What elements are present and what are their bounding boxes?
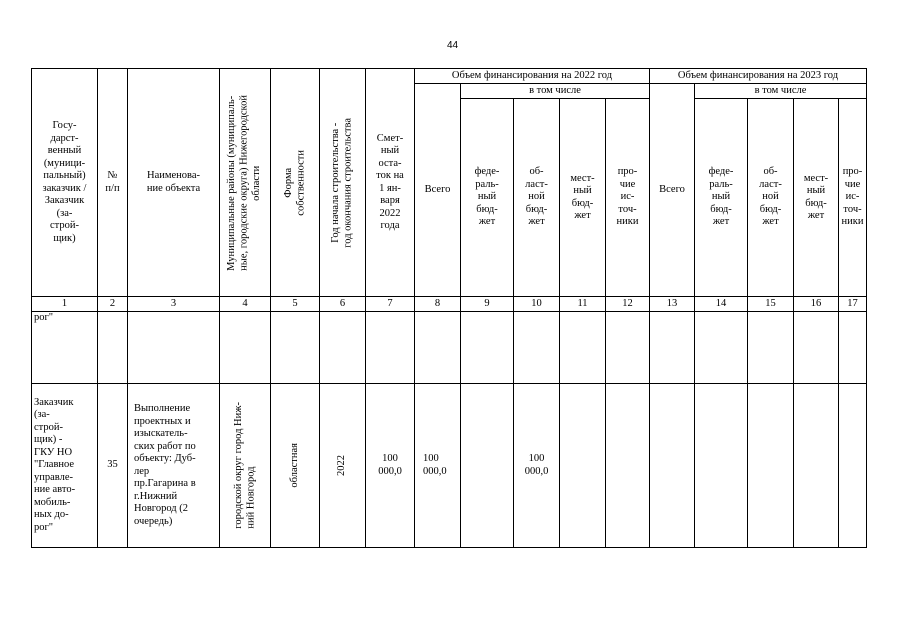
column-number: 12 (606, 297, 650, 312)
header-ownership: Форма собственности (271, 69, 320, 297)
column-number: 10 (514, 297, 560, 312)
column-number: 17 (839, 297, 867, 312)
column-number: 2 (98, 297, 128, 312)
cell-customer: Заказчик (за- строй- щик) - ГКУ НО "Главное управле- ние авто- мобиль- ных до- рог" (32, 384, 98, 548)
cell-ownership: областная (271, 384, 320, 548)
column-number: 14 (695, 297, 748, 312)
column-number: 13 (650, 297, 695, 312)
header-regional-2022: об- ласт- ной бюд- жет (514, 99, 560, 297)
cell-number: 35 (98, 384, 128, 548)
table-row (32, 384, 867, 548)
column-number: 6 (320, 297, 366, 312)
table-row-continued (32, 312, 867, 384)
header-estimated-balance: Смет- ный оста- ток на 1 ян- варя 2022 года (366, 69, 415, 297)
header-local-2023: мест- ный бюд- жет (794, 99, 839, 297)
header-other-2023: про- чие ис- точ- ники (839, 99, 867, 297)
column-number: 15 (748, 297, 794, 312)
cell-federal-2022 (461, 384, 514, 548)
cell-object-name: Выполнение проектных и изыскатель- ских работ по объекту: Дуб- лер пр.Гагарина в г.Нижний Новгород (2 очередь) (128, 384, 220, 548)
cell-municipality: городской округ город Ниж- ний Новгород (220, 384, 271, 548)
cell-total-2023 (650, 384, 695, 548)
header-municipality: Муниципальные районы (муниципаль- ные, городские округа) Нижегородской области (220, 69, 271, 297)
column-number: 11 (560, 297, 606, 312)
header-including-2023: в том числе (695, 84, 867, 99)
column-number: 5 (271, 297, 320, 312)
column-number: 16 (794, 297, 839, 312)
header-row-1 (32, 69, 867, 84)
column-number: 7 (366, 297, 415, 312)
header-construction-years: Год начала строительства - год окончания строительства (320, 69, 366, 297)
column-number: 3 (128, 297, 220, 312)
cell-other-2022 (606, 384, 650, 548)
header-local-2022: мест- ный бюд- жет (560, 99, 606, 297)
cell-local-2023 (794, 384, 839, 548)
cell-total-2022: 100 000,0 (415, 384, 461, 548)
header-number: № п/п (98, 69, 128, 297)
cell-regional-2023 (748, 384, 794, 548)
cell-local-2022 (560, 384, 606, 548)
cell-regional-2022: 100 000,0 (514, 384, 560, 548)
cell-customer: рог" (32, 312, 98, 384)
financing-table (31, 68, 867, 548)
page-number: 44 (446, 40, 459, 51)
header-including-2022: в том числе (461, 84, 650, 99)
column-number: 4 (220, 297, 271, 312)
cell-other-2023 (839, 384, 867, 548)
header-financing-2022: Объем финансирования на 2022 год (415, 69, 650, 84)
header-total-2022: Всего (415, 84, 461, 297)
column-number: 8 (415, 297, 461, 312)
header-regional-2023: об- ласт- ной бюд- жет (748, 99, 794, 297)
column-number: 9 (461, 297, 514, 312)
column-number-row (32, 297, 867, 312)
column-number: 1 (32, 297, 98, 312)
cell-federal-2023 (695, 384, 748, 548)
cell-estimated-balance: 100 000,0 (366, 384, 415, 548)
cell-construction-years: 2022 (320, 384, 366, 548)
header-other-2022: про- чие ис- точ- ники (606, 99, 650, 297)
header-object-name: Наименова- ние объекта (128, 69, 220, 297)
header-total-2023: Всего (650, 84, 695, 297)
header-financing-2023: Объем финансирования на 2023 год (650, 69, 867, 84)
header-federal-2022: феде- раль- ный бюд- жет (461, 99, 514, 297)
header-federal-2023: феде- раль- ный бюд- жет (695, 99, 748, 297)
header-customer: Госу- дарст- венный (муници- пальный) заказчик / Заказчик (за- строй- щик) (32, 69, 98, 297)
